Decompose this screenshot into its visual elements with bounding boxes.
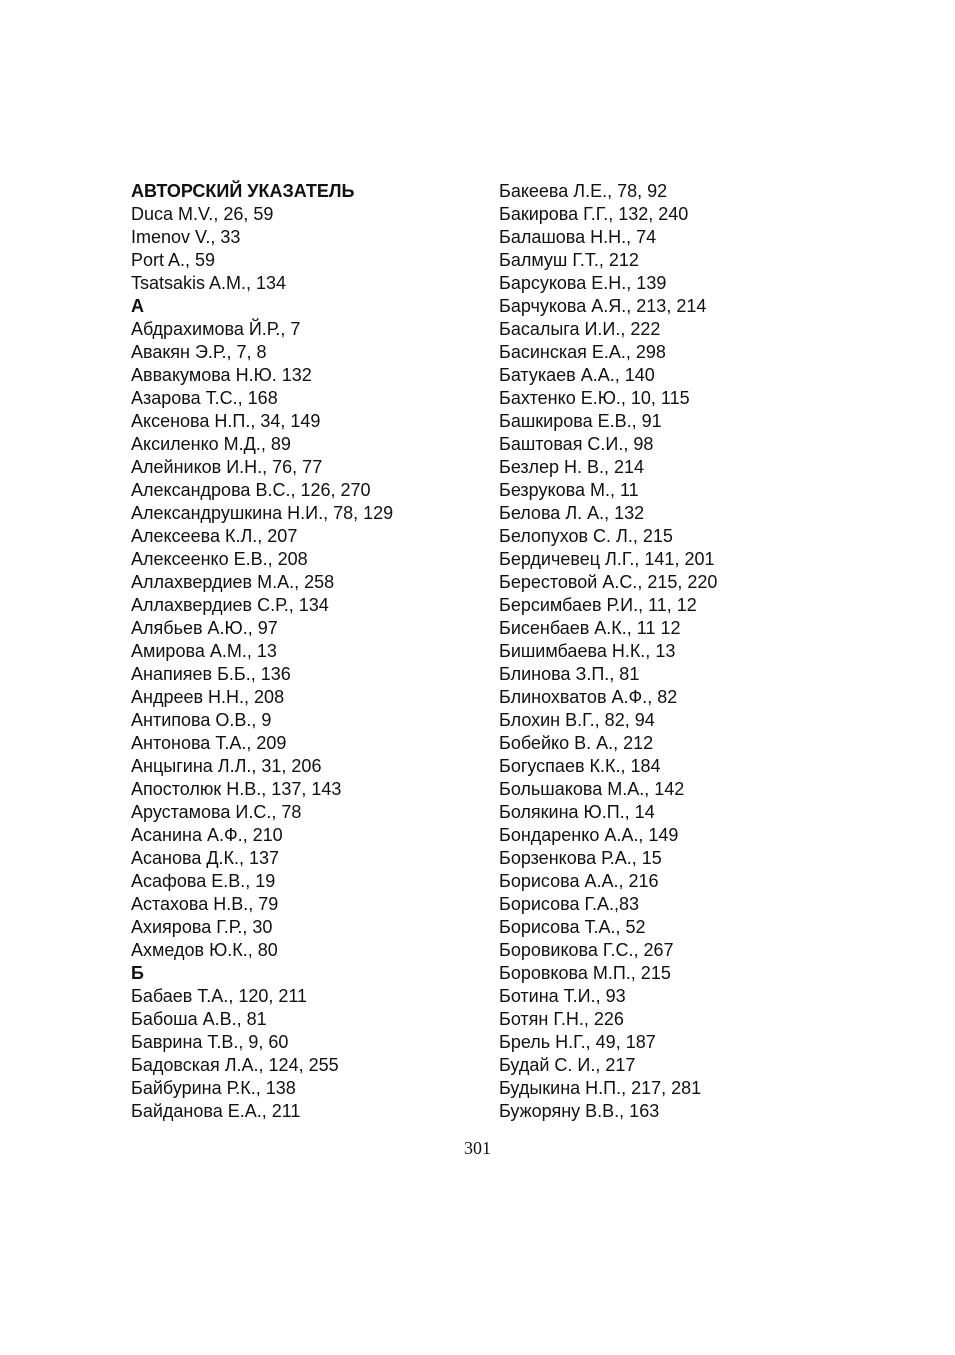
index-entry: Аввакумова Н.Ю. 132 [131, 365, 312, 385]
index-entry: Алейников И.Н., 76, 77 [131, 457, 323, 477]
index-entry: Безрукова М., 11 [499, 480, 639, 500]
index-entry: Боровкова М.П., 215 [499, 963, 671, 983]
index-entry: Блохин В.Г., 82, 94 [499, 710, 655, 730]
index-entry: Бисенбаев А.К., 11 12 [499, 618, 681, 638]
index-entry: Астахова Н.В., 79 [131, 894, 279, 914]
index-section-heading: АВТОРСКИЙ УКАЗАТЕЛЬ [131, 181, 355, 201]
index-entry: Антипова О.В., 9 [131, 710, 272, 730]
index-entry: Port A., 59 [131, 250, 216, 270]
index-entry: Баврина Т.В., 9, 60 [131, 1032, 289, 1052]
index-entry: Бабаев Т.А., 120, 211 [131, 986, 308, 1006]
index-entry: Андреев Н.Н., 208 [131, 687, 285, 707]
index-entry: Бердичевец Л.Г., 141, 201 [499, 549, 715, 569]
index-entry: Tsatsakis A.M., 134 [131, 273, 287, 293]
index-entry: Балашова Н.Н., 74 [499, 227, 657, 247]
index-entry: Башкирова Е.В., 91 [499, 411, 662, 431]
index-entry: Борисова А.А., 216 [499, 871, 659, 891]
index-entry: Будай С. И., 217 [499, 1055, 636, 1075]
index-entry: Бабоша А.В., 81 [131, 1009, 267, 1029]
index-entry: Авакян Э.Р., 7, 8 [131, 342, 267, 362]
index-entry: Бакирова Г.Г., 132, 240 [499, 204, 689, 224]
index-entry: Борисова Г.А.,83 [499, 894, 640, 914]
index-entry: Богуспаев К.К., 184 [499, 756, 661, 776]
author-index-right-column [499, 180, 799, 1123]
index-entry: Батукаев А.А., 140 [499, 365, 655, 385]
index-entry: Басалыга И.И., 222 [499, 319, 661, 339]
index-entry: Анцыгина Л.Л., 31, 206 [131, 756, 322, 776]
index-entry: Байданова Е.А., 211 [131, 1101, 301, 1121]
index-entry: Imenov V., 33 [131, 227, 241, 247]
index-entry: Белова Л. А., 132 [499, 503, 645, 523]
index-entry: Борисова Т.А., 52 [499, 917, 646, 937]
index-entry: Бахтенко Е.Ю., 10, 115 [499, 388, 690, 408]
index-entry: Баштовая С.И., 98 [499, 434, 654, 454]
index-entry: Аллахвердиев С.Р., 134 [131, 595, 329, 615]
index-entry: Асафова Е.В., 19 [131, 871, 276, 891]
index-entry: Барчукова А.Я., 213, 214 [499, 296, 707, 316]
index-entry: Алексеева К.Л., 207 [131, 526, 298, 546]
index-entry: Алябьев А.Ю., 97 [131, 618, 278, 638]
index-entry: Балмуш Г.Т., 212 [499, 250, 639, 270]
index-entry: Борзенкова Р.А., 15 [499, 848, 662, 868]
index-entry: Байбурина Р.К., 138 [131, 1078, 296, 1098]
index-entry: Аксиленко М.Д., 89 [131, 434, 291, 454]
index-section-heading: А [131, 296, 144, 316]
index-entry: Берестовой А.С., 215, 220 [499, 572, 718, 592]
index-entry: Бишимбаева Н.К., 13 [499, 641, 676, 661]
index-entry: Амирова А.М., 13 [131, 641, 277, 661]
index-entry: Александрушкина Н.И., 78, 129 [131, 503, 394, 523]
index-entry: Боровикова Г.С., 267 [499, 940, 674, 960]
index-entry: Ботина Т.И., 93 [499, 986, 626, 1006]
index-entry: Duca M.V., 26, 59 [131, 204, 274, 224]
index-entry: Асанова Д.К., 137 [131, 848, 280, 868]
index-entry: Асанина А.Ф., 210 [131, 825, 283, 845]
index-entry: Апостолюк Н.В., 137, 143 [131, 779, 342, 799]
index-entry: Арустамова И.С., 78 [131, 802, 302, 822]
page-number: 301 [464, 1138, 491, 1158]
index-entry: Болякина Ю.П., 14 [499, 802, 655, 822]
index-entry: Аксенова Н.П., 34, 149 [131, 411, 321, 431]
index-entry: Анапияев Б.Б., 136 [131, 664, 291, 684]
index-entry: Ахиярова Г.Р., 30 [131, 917, 273, 937]
index-entry: Антонова Т.А., 209 [131, 733, 287, 753]
index-entry: Ахмедов Ю.К., 80 [131, 940, 278, 960]
index-entry: Бакеева Л.Е., 78, 92 [499, 181, 668, 201]
index-entry: Безлер Н. В., 214 [499, 457, 645, 477]
index-entry: Блинохватов А.Ф., 82 [499, 687, 678, 707]
index-entry: Азарова Т.С., 168 [131, 388, 278, 408]
index-entry: Бондаренко А.А., 149 [499, 825, 679, 845]
index-section-heading: Б [131, 963, 144, 983]
index-entry: Белопухов С. Л., 215 [499, 526, 673, 546]
index-entry: Берсимбаев Р.И., 11, 12 [499, 595, 697, 615]
index-entry: Алексеенко Е.В., 208 [131, 549, 308, 569]
author-index-left-column [131, 180, 471, 1123]
index-entry: Бобейко В. А., 212 [499, 733, 654, 753]
index-entry: Бадовская Л.А., 124, 255 [131, 1055, 339, 1075]
index-entry: Бужоряну В.В., 163 [499, 1101, 660, 1121]
index-entry: Барсукова Е.Н., 139 [499, 273, 667, 293]
index-entry: Большакова М.А., 142 [499, 779, 685, 799]
index-entry: Аллахвердиев М.А., 258 [131, 572, 335, 592]
index-entry: Абдрахимова Й.Р., 7 [131, 319, 301, 339]
index-entry: Александрова В.С., 126, 270 [131, 480, 371, 500]
index-entry: Ботян Г.Н., 226 [499, 1009, 624, 1029]
index-entry: Будыкина Н.П., 217, 281 [499, 1078, 702, 1098]
index-entry: Блинова З.П., 81 [499, 664, 640, 684]
index-entry: Брель Н.Г., 49, 187 [499, 1032, 656, 1052]
index-entry: Басинская Е.А., 298 [499, 342, 666, 362]
